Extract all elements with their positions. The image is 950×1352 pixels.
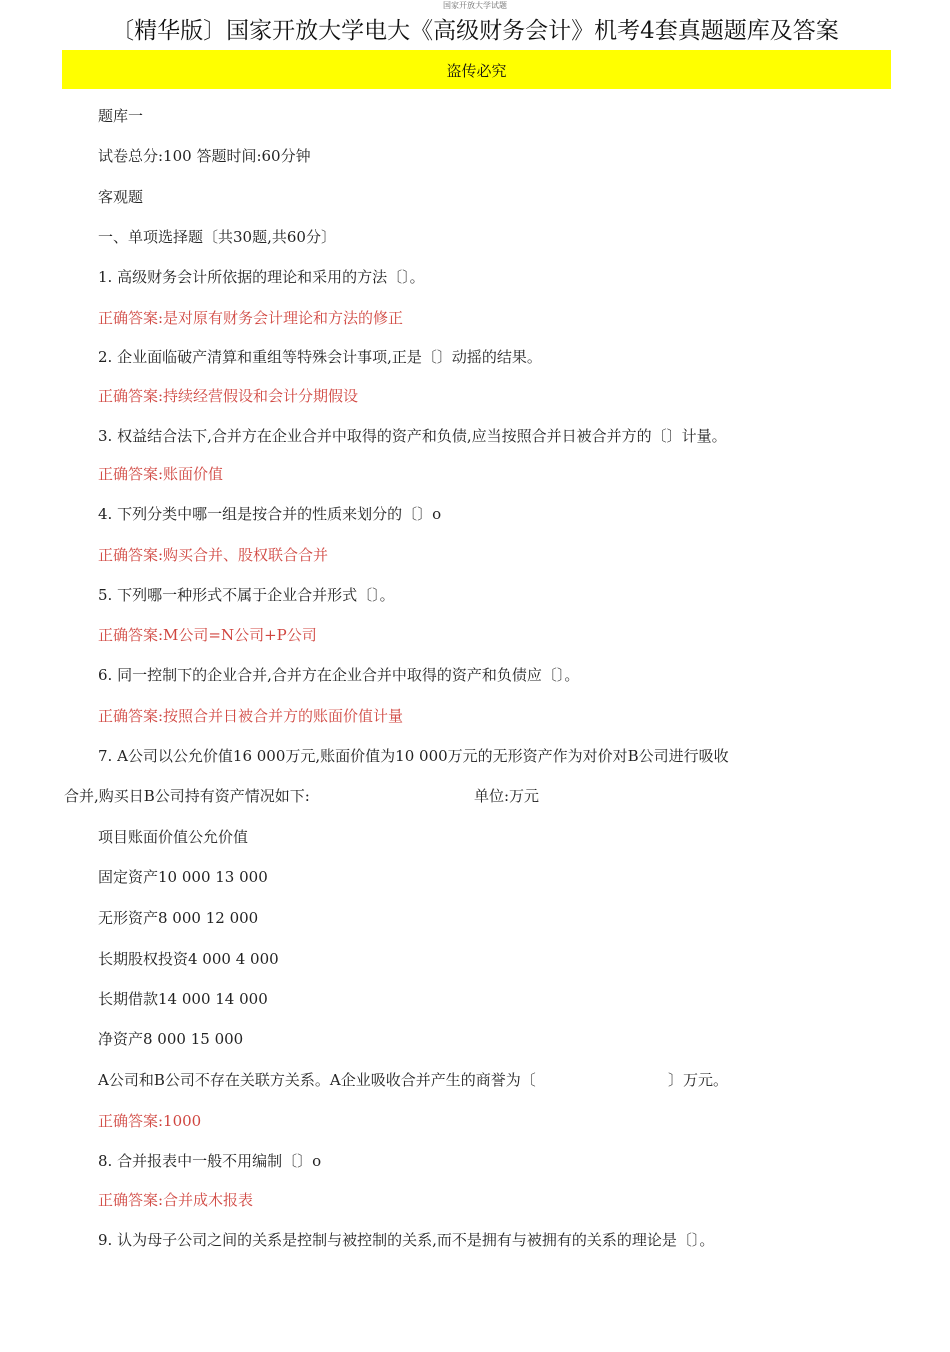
table-row: 长期股权投资4 000 4 000 xyxy=(98,950,279,968)
question-7-prompt-end: 〕万元。 xyxy=(668,1071,729,1089)
answer-2: 正确答案:持续经营假设和会计分期假设 xyxy=(98,387,359,405)
question-type: 客观题 xyxy=(98,188,144,206)
document-title: 〔精华版〕国家开放大学电大《高级财务会计》机考4套真题题库及答案 xyxy=(111,18,839,44)
question-7-prompt: A公司和B公司不存在关联方关系。A企业吸收合并产生的商誉为〔 xyxy=(98,1071,536,1089)
question-8: 8. 合并报表中一般不用编制〔〕o xyxy=(98,1152,322,1170)
table-row: 无形资产8 000 12 000 xyxy=(98,909,259,927)
answer-7: 正确答案:1000 xyxy=(98,1112,202,1130)
answer-4: 正确答案:购买合并、股权联合合并 xyxy=(98,546,329,564)
unit-label: 单位:万元 xyxy=(474,787,540,805)
question-7-line2: 合并,购买日B公司持有资产情况如下: xyxy=(64,787,310,805)
header-note: 国家开放大学试题 xyxy=(443,1,507,10)
question-4: 4. 下列分类中哪一组是按合并的性质来划分的〔〕o xyxy=(98,505,442,523)
exam-meta: 试卷总分:100 答题时间:60分钟 xyxy=(98,147,311,165)
question-3: 3. 权益结合法下,合并方在企业合并中取得的资产和负债,应当按照合并日被合并方的〔〕计量。 xyxy=(98,427,727,445)
answer-5: 正确答案:M公司=N公司+P公司 xyxy=(98,626,317,644)
question-6: 6. 同一控制下的企业合并,合并方在企业合并中取得的资产和负债应〔〕。 xyxy=(98,666,580,684)
part-heading: 一、单项选择题〔共30题,共60分〕 xyxy=(98,228,336,246)
banner xyxy=(62,50,891,89)
answer-6: 正确答案:按照合并日被合并方的账面价值计量 xyxy=(98,707,404,725)
answer-1: 正确答案:是对原有财务会计理论和方法的修正 xyxy=(98,309,404,327)
question-2: 2. 企业面临破产清算和重组等特殊会计事项,正是〔〕动摇的结果。 xyxy=(98,348,542,366)
question-5: 5. 下列哪一种形式不属于企业合并形式〔〕。 xyxy=(98,586,395,604)
table-row: 净资产8 000 15 000 xyxy=(98,1030,244,1048)
question-1: 1. 高级财务会计所依据的理论和采用的方法〔〕。 xyxy=(98,268,425,286)
banner-text: 盗传必究 xyxy=(446,62,507,80)
question-7-line1: 7. A公司以公允价值16 000万元,账面价值为10 000万元的无形资产作为对价对B公司进行吸收 xyxy=(98,747,729,765)
table-header: 项目账面价值公允价值 xyxy=(98,828,249,846)
answer-8: 正确答案:合并成木报表 xyxy=(98,1191,254,1209)
table-row: 长期借款14 000 14 000 xyxy=(98,990,268,1008)
table-row: 固定资产10 000 13 000 xyxy=(98,868,268,886)
question-9: 9. 认为母子公司之间的关系是控制与被控制的关系,而不是拥有与被拥有的关系的理论是〔〕。 xyxy=(98,1231,715,1249)
bank-label: 题库一 xyxy=(98,107,144,125)
answer-3: 正确答案:账面价值 xyxy=(98,465,224,483)
